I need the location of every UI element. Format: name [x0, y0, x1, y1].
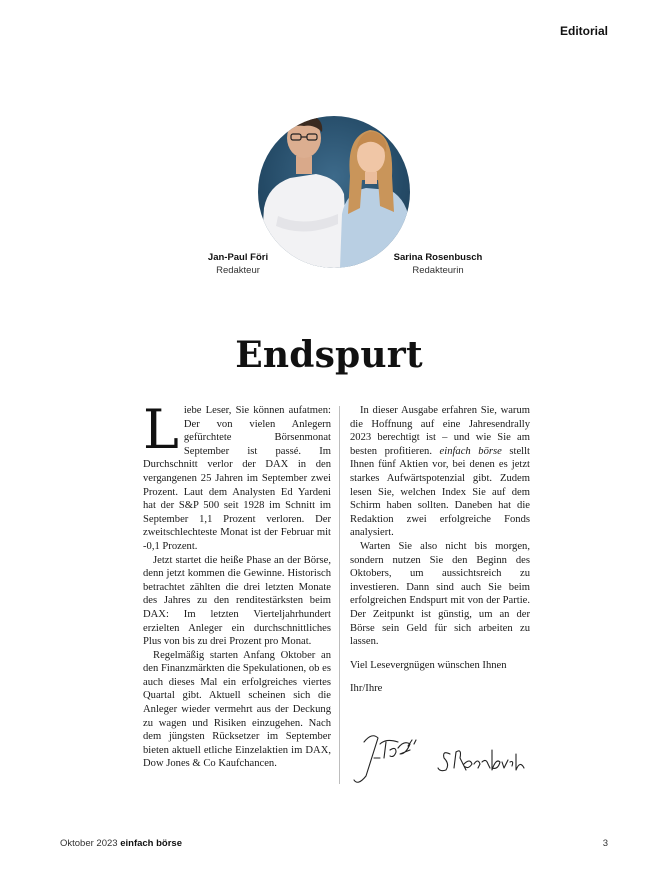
author-role: Redakteur — [216, 265, 260, 276]
column-divider — [339, 406, 340, 784]
article-column-right — [350, 404, 530, 696]
magazine-name: einfach börse — [120, 838, 182, 849]
author-caption-foeri — [190, 251, 286, 277]
article-paragraph — [143, 398, 331, 554]
signatures — [350, 728, 530, 788]
author-name: Jan-Paul Föri — [207, 252, 269, 263]
footer — [60, 838, 182, 849]
article-paragraph: Jetzt startet die heiße Phase an der Börse, denn jetzt kommen die Gewinne. Historisch betrachtet zählten die drei letzten Monate des Jahres zu den renditestärksten beim DAX: Im letzten Vierteljahrhundert erzielten Anleger ein durchschnittliches Plus von bis zu drei Prozent pro Monat. — [143, 554, 331, 648]
article-paragraph: Warten Sie also nicht bis morgen, sondern nutzen Sie den Beginn des Oktobers, um aussichtsreich zu investieren. Dann sind auch Sie beim erfolgreichen Endspurt mit von der Partie. Der Zeitpunkt ist günstig, um an der Börse sein Geld für sich arbeiten zu lassen. — [350, 540, 530, 648]
article-column-left — [143, 398, 331, 771]
closing-line: Viel Lesevergnügen wünschen Ihnen — [350, 659, 507, 671]
paragraph-text: In dieser Ausgabe erfahren Sie, warum die Hoffnung auf eine Jahresendrally 2023 berechtigt ist – und wie Sie am besten profitieren. — [350, 405, 530, 457]
signature-rosenbusch — [438, 750, 524, 771]
author-name: Sarina Rosenbusch — [393, 252, 483, 263]
article-paragraph: Regelmäßig starten Anfang Oktober an den Finanzmärkten die Spekulationen, ob es auch dieses Mal ein erfolgreiches viertes Quartal gibt. Aktuell scheinen sich die Anleger wieder vermehrt aus der Deckung zu wagen und Risiken einzugehen. Nach dem jüngsten Rücksetzer im September bieten aktuell etliche Einzelaktien im DAX, Dow Jones & Co Kaufchancen. — [143, 649, 331, 770]
section-label: Editorial — [559, 24, 608, 38]
author-caption-rosenbusch — [386, 251, 490, 277]
paragraph-text: iebe Leser, Sie können aufatmen: Der von vielen Anlegern gefürchtete Börsenmonat September ist passé. Im Durchschnitt verlor der DAX in den vergangenen 25 Jahren im September zwei Prozent. Laut dem Analysten Ed Yardeni hat der S&P 500 seit 1928 im Schnitt im September 1,1 Prozent verloren. Der zweitschlechteste Monat ist der Februar mit -0,1 Prozent. — [143, 405, 331, 552]
drop-cap: L — [143, 398, 179, 461]
paragraph-text: stellt Ihnen fünf Aktien vor, bei denen es jetzt starkes Aufwärtspotenzial gibt. Zudem lesen Sie, welchen Index Sie auf dem Schirm haben sollten. Daneben hat die Redaktion zwei erfolgreiche Fonds analysiert. — [350, 445, 531, 539]
article-paragraph — [350, 404, 530, 540]
authors-photo — [258, 116, 410, 268]
page-number: 3 — [602, 838, 608, 849]
issue-date: Oktober 2023 — [60, 838, 118, 849]
headline: Endspurt — [235, 334, 423, 376]
sign-off: Ihr/Ihre — [350, 683, 383, 695]
signature-foeri — [354, 736, 416, 783]
author-role: Redakteurin — [412, 265, 464, 276]
magazine-name-italic: einfach börse — [439, 445, 502, 457]
